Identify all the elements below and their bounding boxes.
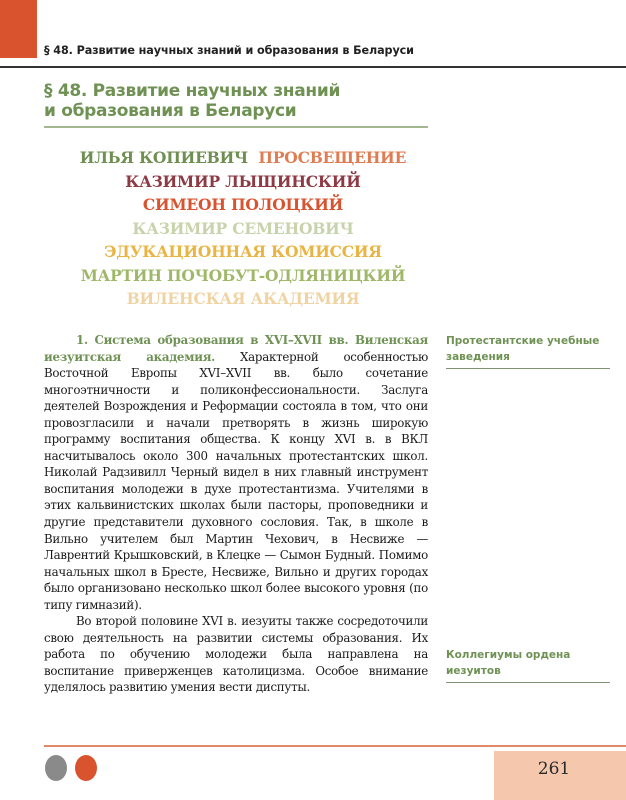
keyword: МАРТИН ПОЧОБУТ-ОДЛЯНИЦКИЙ bbox=[80, 265, 406, 285]
body-text bbox=[44, 332, 428, 696]
title-underline bbox=[44, 126, 428, 128]
corner-color-block bbox=[0, 0, 37, 58]
keyword-cloud bbox=[60, 146, 426, 311]
sidenote-protestant-schools: Протестантские учебные заведения bbox=[446, 333, 610, 369]
running-head: § 48. Развитие научных знаний и образования в Беларуси bbox=[44, 44, 414, 57]
sidenote-jesuit-colleges: Коллегиумы ордена иезуитов bbox=[446, 647, 610, 683]
paragraph-2: Во второй половине XVI в. иезуиты также сосредоточили свою деятельность на развитии системы образования. Их работа по обучению молодежи была направлена на воспитание приверженцев католицизма. Особое внимание уделялось развитию умения вести диспуты. bbox=[44, 614, 428, 695]
keyword: ВИЛЕНСКАЯ АКАДЕМИЯ bbox=[126, 289, 360, 308]
section-title-line-2: и образования в Беларуси bbox=[44, 101, 297, 121]
keyword: КАЗИМИР ЛЫЩИНСКИЙ bbox=[125, 171, 361, 191]
grey-dot-icon bbox=[45, 755, 67, 781]
keyword: ЭДУКАЦИОННАЯ КОМИССИЯ bbox=[104, 242, 382, 261]
subsection-heading: 1. Система образования в XVI–XVII вв. Виленская иезуитская академия. bbox=[44, 333, 428, 364]
keyword: СИМЕОН ПОЛОЦКИЙ bbox=[142, 195, 344, 214]
keyword: КАЗИМИР СЕМЕНОВИЧ bbox=[132, 218, 354, 238]
section-title bbox=[44, 81, 340, 121]
paragraph-1-text: Характерной особенностью Восточной Европы XVI–XVII вв. было сочетание многоэтничности и поликонфессиональности. Заслуга деятелей Возрождения и Реформации состояла в том, что они провозгласили и начали претворять в жизнь широкую программу воспитания общества. К концу XVI в. в ВКЛ насчитывалось около 300 начальных протестантских школ. Николай Радзивилл Черный видел в них главный инструмент воспитания молодежи в духе протестантизма. Учителями в этих кальвинистских школах были пасторы, проповедники и другие представители духовного сословия. Так, в школе в Вильно учителем был Мартин Чехович, в Несвиже — Лаврентий Крышковский, в Клецке — Сымон Будный. Помимо начальных школ в Бресте, Несвиже, Вильно и других городах было организовано несколько школ более высокого уровня (по типу гимназий). bbox=[44, 349, 428, 612]
paragraph-1 bbox=[44, 332, 428, 613]
keyword: ПРОСВЕЩЕНИЕ bbox=[258, 148, 407, 167]
header-divider bbox=[0, 66, 626, 68]
red-dot-icon bbox=[75, 755, 97, 781]
page-number-box bbox=[494, 751, 626, 800]
section-title-line-1: § 48. Развитие научных знаний bbox=[44, 81, 341, 101]
page-number: 261 bbox=[537, 759, 571, 779]
keyword: ИЛЬЯ КОПИЕВИЧ bbox=[79, 148, 248, 167]
footer-divider bbox=[44, 745, 626, 747]
